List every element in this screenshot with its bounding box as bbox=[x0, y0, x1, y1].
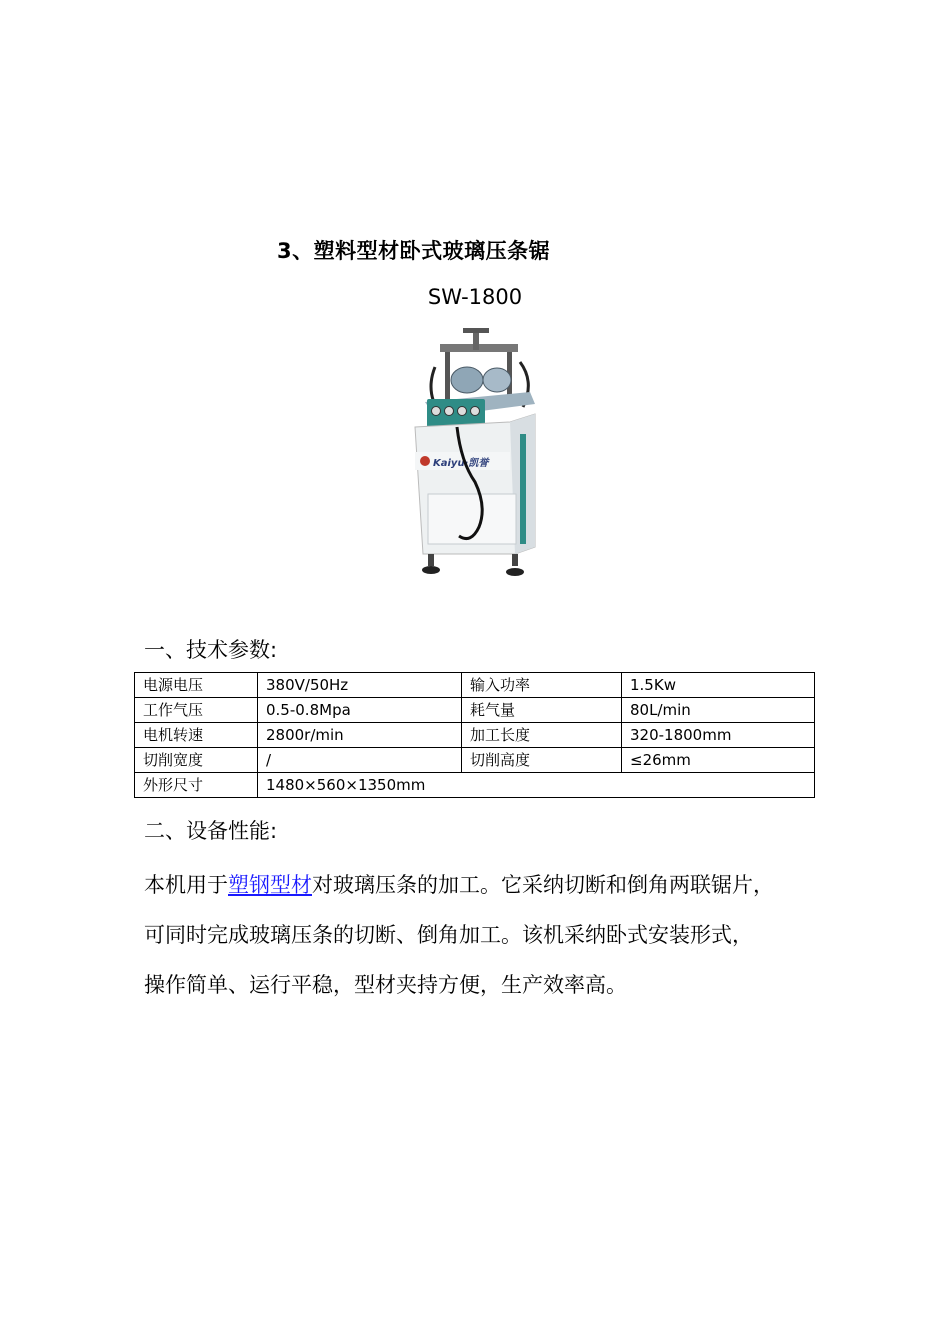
spec-table bbox=[134, 672, 815, 798]
table-row bbox=[135, 723, 815, 748]
performance-paragraph bbox=[144, 860, 834, 1010]
paragraph-text: 对玻璃压条的加工。它采纳切断和倒角两联锯片， bbox=[312, 873, 774, 897]
table-cell: 1.5Kw bbox=[622, 673, 815, 698]
table-cell: 切削宽度 bbox=[135, 748, 258, 773]
table-cell: 切削高度 bbox=[462, 748, 622, 773]
table-cell: 380V/50Hz bbox=[258, 673, 462, 698]
product-heading: 3、塑料型材卧式玻璃压条锯 bbox=[277, 239, 551, 263]
material-link[interactable]: 塑钢型材 bbox=[228, 873, 312, 897]
table-cell: 80L/min bbox=[622, 698, 815, 723]
table-cell: ≤26mm bbox=[622, 748, 815, 773]
table-cell: 320-1800mm bbox=[622, 723, 815, 748]
paragraph-text: 本机用于 bbox=[144, 873, 228, 897]
paragraph-line: 操作简单、运行平稳，型材夹持方便，生产效率高。 bbox=[144, 973, 627, 997]
table-row bbox=[135, 698, 815, 723]
table-cell: 外形尺寸 bbox=[135, 773, 258, 798]
table-cell: 电机转速 bbox=[135, 723, 258, 748]
table-cell: / bbox=[258, 748, 462, 773]
table-row bbox=[135, 773, 815, 798]
table-cell: 加工长度 bbox=[462, 723, 622, 748]
paragraph-line bbox=[144, 860, 834, 910]
section-heading-specs: 一、技术参数: bbox=[144, 638, 278, 662]
paragraph-line: 可同时完成玻璃压条的切断、倒角加工。该机采纳卧式安装形式， bbox=[144, 923, 753, 947]
table-cell: 0.5-0.8Mpa bbox=[258, 698, 462, 723]
section-heading-performance: 二、设备性能: bbox=[144, 819, 278, 843]
table-cell: 1480×560×1350mm bbox=[258, 773, 815, 798]
table-cell: 输入功率 bbox=[462, 673, 622, 698]
table-row bbox=[135, 748, 815, 773]
table-cell: 工作气压 bbox=[135, 698, 258, 723]
table-cell: 耗气量 bbox=[462, 698, 622, 723]
model-number: SW-1800 bbox=[427, 285, 523, 309]
table-cell: 2800r/min bbox=[258, 723, 462, 748]
table-cell: 电源电压 bbox=[135, 673, 258, 698]
machine-image bbox=[395, 322, 555, 584]
brand-label: Kaiyu·凯誉 bbox=[433, 458, 489, 469]
table-row bbox=[135, 673, 815, 698]
